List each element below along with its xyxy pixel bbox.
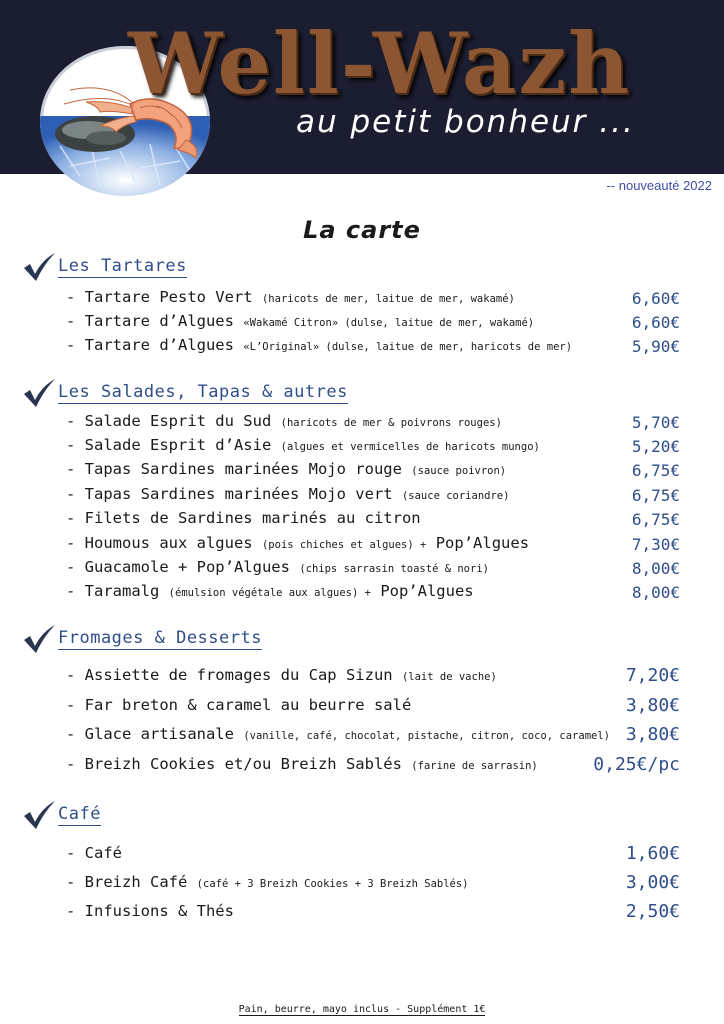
item-price: 6,75€	[631, 461, 680, 480]
item-detail: (sauce poivron)	[411, 465, 507, 477]
item-name: - Filets de Sardines marinés au citron	[66, 509, 421, 527]
item-price: 5,20€	[631, 437, 680, 456]
menu-item	[66, 432, 686, 456]
section-title: Les Salades, Tapas & autres	[58, 382, 348, 402]
item-price: 3,80€	[625, 724, 680, 745]
item-suffix: Pop’Algues	[435, 534, 530, 552]
item-name: - Breizh Cookies et/ou Breizh Sablés (farine de sarrasin)	[66, 755, 538, 773]
checkmark-icon	[22, 800, 56, 830]
section-title: Café	[58, 804, 101, 824]
section-title: Fromages & Desserts	[58, 628, 262, 648]
item-detail: (haricots de mer, laitue de mer, wakamé)	[261, 293, 515, 305]
item-detail: «Wakamé Citron» (dulse, laitue de mer, wakamé)	[243, 317, 535, 329]
item-detail: (farine de sarrasin)	[411, 760, 538, 772]
menu-item	[66, 692, 686, 716]
item-name: - Far breton & caramel au beurre salé	[66, 696, 412, 714]
menu-item	[66, 869, 686, 893]
item-price: 3,80€	[625, 695, 680, 716]
item-price: 5,90€	[631, 337, 680, 356]
menu-item	[66, 481, 686, 505]
menu-item	[66, 751, 686, 775]
item-name: - Tapas Sardines marinées Mojo rouge (sauce poivron)	[66, 460, 507, 478]
item-name: - Infusions & Thés	[66, 902, 234, 920]
item-price: 1,60€	[625, 843, 680, 864]
menu-item	[66, 308, 686, 332]
item-name: - Café	[66, 844, 122, 862]
menu-item	[66, 505, 686, 529]
item-price: 7,20€	[625, 665, 680, 686]
checkmark-icon	[22, 252, 56, 282]
new-2022-badge: -- nouveauté 2022	[606, 178, 712, 193]
item-detail: «L’Original» (dulse, laitue de mer, haricots de mer)	[243, 341, 573, 353]
menu-item	[66, 554, 686, 578]
item-name: - Assiette de fromages du Cap Sizun (lait de vache)	[66, 666, 497, 684]
checkmark-icon	[22, 624, 56, 654]
item-detail: (algues et vermicelles de haricots mungo)	[280, 441, 540, 453]
item-price: 8,00€	[631, 559, 680, 578]
menu-item	[66, 408, 686, 432]
item-name: - Tapas Sardines marinées Mojo vert (sauce coriandre)	[66, 485, 510, 503]
menu-item	[66, 332, 686, 356]
checkmark-icon	[22, 378, 56, 408]
menu-item	[66, 840, 686, 864]
item-name: - Houmous aux algues (pois chiches et algues) + Pop’Algues	[66, 534, 530, 552]
item-detail: (lait de vache)	[401, 671, 497, 683]
menu-item	[66, 578, 686, 602]
brand-title: Well-Wazh	[128, 14, 632, 113]
item-price: 3,00€	[625, 872, 680, 893]
item-name: - Guacamole + Pop’Algues (chips sarrasin toasté & nori)	[66, 558, 489, 576]
item-name: - Tartare d’Algues «Wakamé Citron» (dulse, laitue de mer, wakamé)	[66, 312, 535, 330]
footer-note: Pain, beurre, mayo inclus - Supplément 1€	[238, 1004, 486, 1015]
menu-item	[66, 530, 686, 554]
menu-item	[66, 456, 686, 480]
menu-item	[66, 284, 686, 308]
item-name: - Tartare Pesto Vert (haricots de mer, laitue de mer, wakamé)	[66, 288, 515, 306]
item-detail: (sauce coriandre)	[401, 490, 510, 502]
item-price: 6,60€	[631, 313, 680, 332]
item-price: 8,00€	[631, 583, 680, 602]
item-detail: (café + 3 Breizh Cookies + 3 Breizh Sablés)	[196, 878, 469, 890]
item-price: 2,50€	[625, 901, 680, 922]
item-price: 7,30€	[631, 535, 680, 554]
menu-item	[66, 721, 686, 745]
item-price: 6,75€	[631, 510, 680, 529]
item-detail: (pois chiches et algues) +	[261, 539, 427, 551]
item-detail: (haricots de mer & poivrons rouges)	[280, 417, 502, 429]
item-price: 6,60€	[631, 289, 680, 308]
item-price: 6,75€	[631, 486, 680, 505]
menu-item	[66, 662, 686, 686]
brand-tagline: au petit bonheur ...	[296, 104, 635, 140]
item-suffix: Pop’Algues	[380, 582, 474, 600]
item-name: - Salade Esprit du Sud (haricots de mer & poivrons rouges)	[66, 412, 502, 430]
section-title: Les Tartares	[58, 256, 187, 276]
page-title: La carte	[303, 216, 421, 244]
item-name: - Taramalg (émulsion végétale aux algues) + Pop’Algues	[66, 582, 474, 600]
item-detail: (vanille, café, chocolat, pistache, citron, coco, caramel)	[243, 730, 610, 742]
item-name: - Glace artisanale (vanille, café, chocolat, pistache, citron, coco, caramel)	[66, 725, 610, 743]
item-price: 0,25€/pc	[593, 754, 680, 775]
item-name: - Breizh Café (café + 3 Breizh Cookies + 3 Breizh Sablés)	[66, 873, 469, 891]
item-price: 5,70€	[631, 413, 680, 432]
item-name: - Salade Esprit d’Asie (algues et vermicelles de haricots mungo)	[66, 436, 540, 454]
item-detail: (chips sarrasin toasté & nori)	[299, 563, 489, 575]
item-name: - Tartare d’Algues «L’Original» (dulse, laitue de mer, haricots de mer)	[66, 336, 573, 354]
menu-item	[66, 898, 686, 922]
item-detail: (émulsion végétale aux algues) +	[168, 587, 371, 599]
